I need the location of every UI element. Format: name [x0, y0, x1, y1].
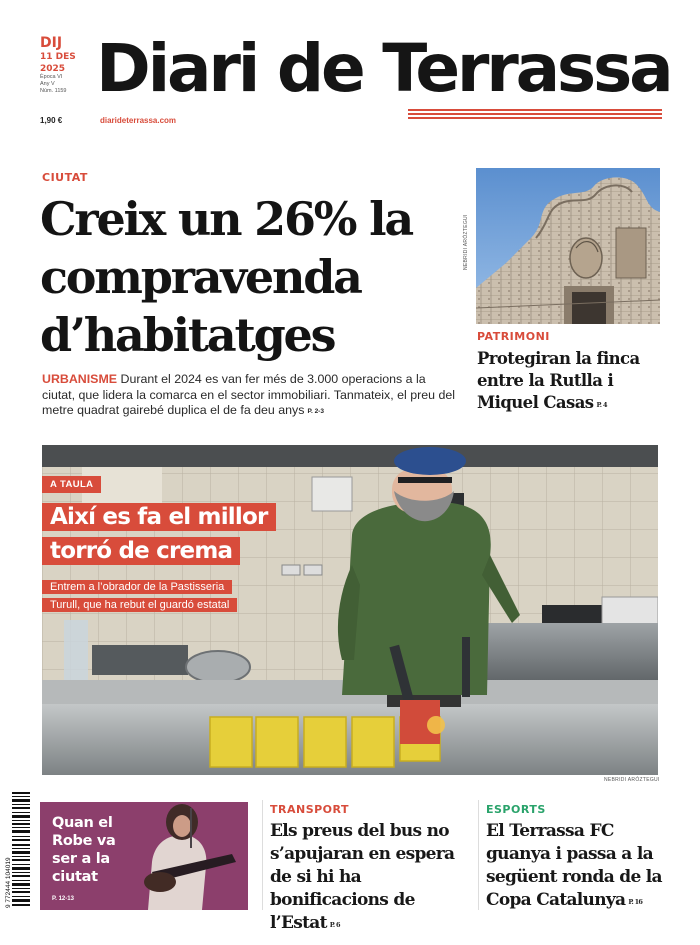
main-story-summary-text: Durant el 2024 es van fer més de 3.000 operacions a la ciutat, que lidera la comarca en el sector immobiliari. Tanmateix, el preu del metre quadrat gairebé duplica el de fa deu anys — [42, 372, 455, 417]
date-block — [40, 35, 96, 125]
facade-photo[interactable] — [476, 168, 660, 324]
robe-page-ref: P. 12-13 — [52, 896, 74, 902]
feature-headline-line2: torró de crema — [42, 537, 240, 565]
patrimoni-headline[interactable] — [477, 348, 667, 416]
issue-day: DIJ — [40, 35, 63, 51]
esports-headline[interactable] — [486, 820, 671, 914]
esports-headline-text: El Terrassa FC guanya i passa a la següent ronda de la Copa Catalunya — [486, 821, 662, 910]
robe-teaser[interactable] — [40, 802, 248, 910]
transport-kicker: TRANSPORT — [270, 803, 350, 816]
issue-date-day-month: 11 DES — [40, 52, 76, 62]
barcode-digits: 9 772444 104019 — [5, 857, 12, 908]
esports-kicker: ESPORTS — [486, 803, 546, 816]
patrimoni-headline-text: Protegiran la finca entre la Rutlla i Miquel Casas — [477, 349, 640, 412]
issue-date-year: 2025 — [40, 64, 66, 74]
issue-number: Núm. 1159 — [40, 88, 67, 94]
main-story-summary — [42, 372, 462, 420]
issue-year: Any V — [40, 81, 55, 87]
kitchen-photo-credit: NEBRIDI ARÓZTEGUI — [604, 777, 660, 783]
column-divider — [262, 800, 263, 910]
main-story-kicker: CIUTAT — [42, 171, 88, 184]
newspaper-title: Diari de Terrassa — [96, 30, 671, 107]
feature-headline-line1: Així es fa el millor — [42, 503, 276, 531]
masthead-rule-lines — [408, 109, 662, 121]
feature-summary — [42, 577, 272, 613]
main-story-headline[interactable]: Creix un 26% la compravenda d’habitatges — [40, 192, 412, 362]
transport-headline-text: Els preus del bus no s’apujaran en espera de si hi ha bonificacions de l’Estat — [270, 821, 455, 933]
facade-photo-credit: NEBRIDI ARÓZTEGUI — [463, 214, 469, 270]
barcode — [4, 790, 30, 910]
patrimoni-page-ref: P. 4 — [596, 401, 607, 409]
patrimoni-kicker: PATRIMONI — [477, 330, 550, 343]
esports-page-ref: P. 16 — [628, 898, 643, 906]
transport-page-ref: P. 6 — [329, 921, 340, 929]
robe-headline: Quan el Robe va ser a la ciutat — [52, 815, 116, 885]
main-story-tag: URBANISME — [42, 372, 118, 386]
feature-headline[interactable] — [42, 500, 302, 568]
website-link[interactable]: diarideterrassa.com — [100, 116, 177, 125]
masthead-logo[interactable] — [96, 30, 671, 122]
feature-section-tag: A TAULA — [42, 476, 101, 493]
feature-summary-line2: Turull, que ha rebut el guardó estatal — [42, 598, 237, 612]
transport-headline[interactable] — [270, 820, 475, 937]
main-story-page-ref: P. 2-3 — [307, 408, 324, 415]
column-divider — [478, 800, 479, 910]
feature-summary-line1: Entrem a l’obrador de la Pastisseria — [42, 580, 232, 594]
issue-price: 1,90 € — [40, 116, 63, 125]
issue-epoch: Època VI — [40, 74, 63, 80]
